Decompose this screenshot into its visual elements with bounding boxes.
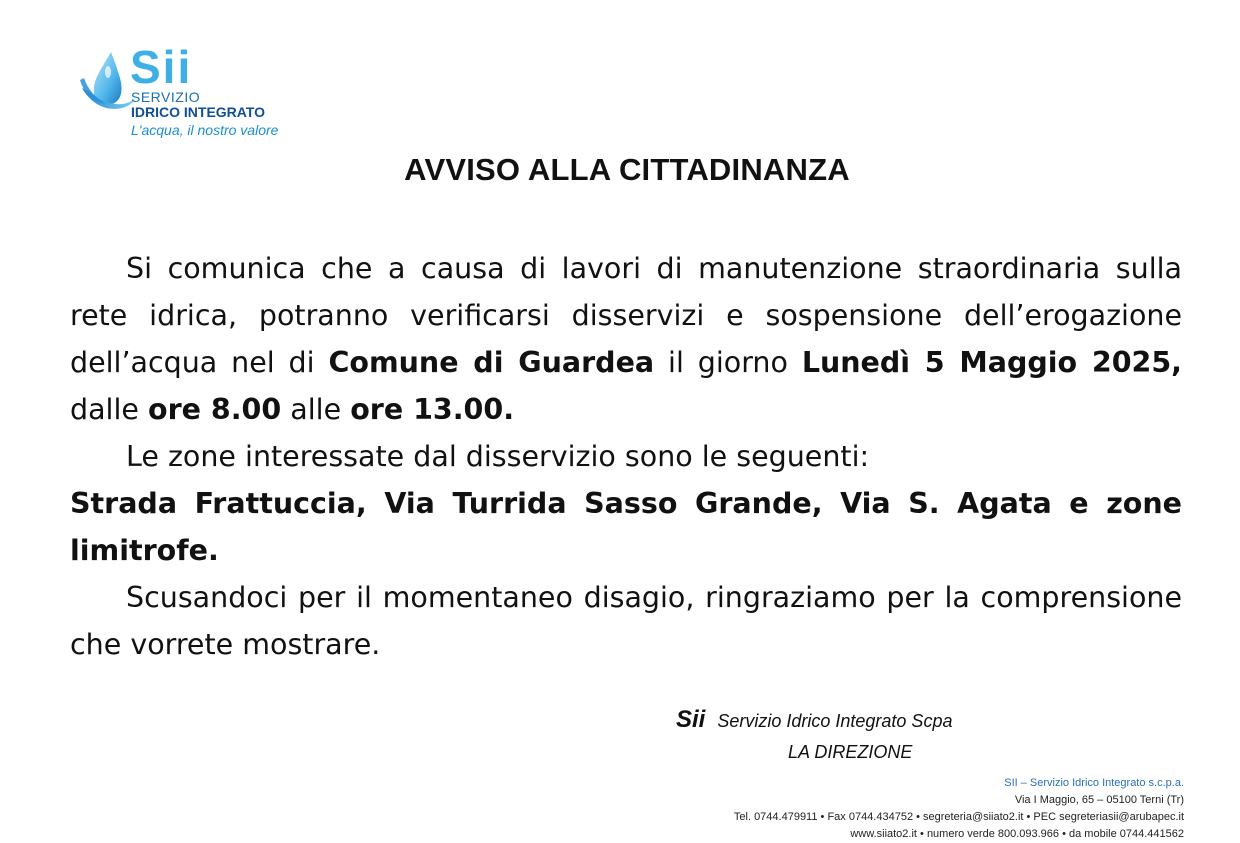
signature-line (676, 706, 952, 734)
footer (734, 775, 1184, 843)
notice-paragraph-1 (70, 245, 1182, 433)
logo-tagline: L'acqua, il nostro valore (131, 122, 279, 138)
comune-name: Comune di Guardea (328, 346, 655, 379)
affected-streets: Strada Frattuccia, Via Turrida Sasso Grande, Via S. Agata e zone limitrofe. (70, 487, 1182, 567)
logo-line-servizio: SERVIZIO (131, 89, 201, 105)
logo-line-idrico-integrato: IDRICO INTEGRATO (131, 104, 266, 120)
footer-web: www.siiato2.it • numero verde 800.093.966 • da mobile 0744.441562 (850, 828, 1184, 840)
para1-text-before: Si comunica che a causa di lavori di manutenzione straordinaria sulla rete idrica, potranno verificarsi disservizi e sospensione dell’erogazione dell’acqua nel di (70, 252, 1182, 379)
signature-company: Servizio Idrico Integrato Scpa (717, 711, 953, 731)
notice-title: AVVISO ALLA CITTADINANZA (404, 152, 850, 187)
outage-date: Lunedì 5 Maggio 2025, (801, 346, 1183, 379)
water-drop-icon (78, 50, 136, 116)
notice-paragraph-2: Le zone interessate dal disservizio sono le seguenti: (126, 440, 870, 473)
outage-end-time: ore 13.00. (350, 393, 515, 426)
logo-mark: Sii (130, 41, 193, 93)
para1-text-dalle: dalle (70, 393, 148, 426)
signature-short-name: Sii (676, 706, 706, 733)
signature-department: LA DIREZIONE (788, 742, 913, 762)
notice-body (70, 245, 1182, 668)
para1-text-giorno: il giorno (654, 346, 802, 379)
footer-contacts: Tel. 0744.479911 • Fax 0744.434752 • segreteria@siiato2.it • PEC segreteriasii@arubapec.it (733, 811, 1184, 823)
footer-address: Via I Maggio, 65 – 05100 Terni (Tr) (1014, 794, 1184, 806)
company-logo (78, 41, 308, 146)
notice-paragraph-3: Scusandoci per il momentaneo disagio, ringraziamo per la comprensione che vorrete mostrare. (70, 581, 1182, 661)
para1-text-alle: alle (281, 393, 351, 426)
outage-start-time: ore 8.00 (148, 393, 282, 426)
footer-company: SII – Servizio Idrico Integrato s.c.p.a. (1004, 777, 1184, 789)
